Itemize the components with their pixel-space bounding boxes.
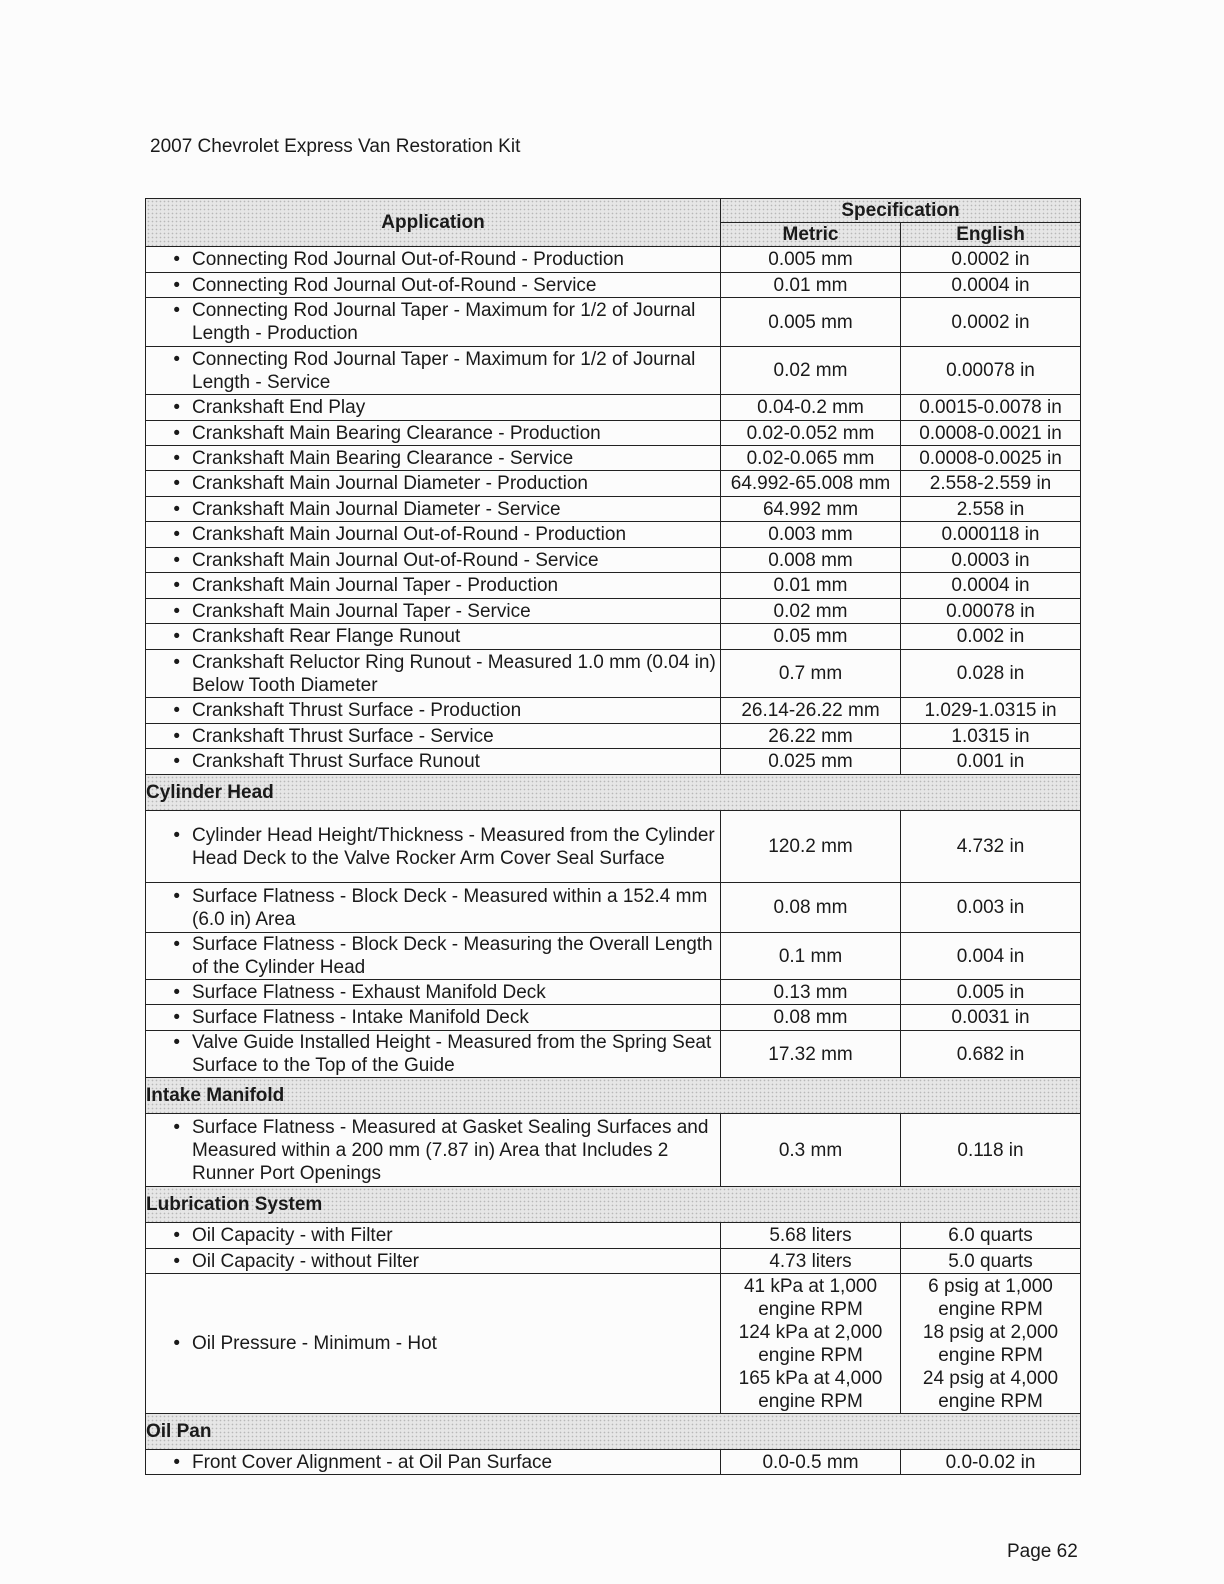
metric-value: 64.992 mm — [721, 497, 901, 522]
application-text: Crankshaft Main Journal Taper - Production — [192, 575, 559, 596]
bullet-icon: • — [173, 981, 180, 1003]
english-value: 0.118 in — [901, 1114, 1081, 1187]
application-text: Crankshaft Main Journal Taper - Service — [192, 600, 531, 622]
bullet-icon: • — [173, 498, 180, 520]
table-row — [146, 811, 1081, 883]
english-value: 0.00078 in — [901, 347, 1081, 395]
metric-value: 0.1 mm — [721, 933, 901, 980]
table-row — [146, 273, 1081, 298]
application-text: Crankshaft Thrust Surface - Service — [192, 725, 494, 747]
application-text: Connecting Rod Journal Taper - Maximum for 1/2 of Journal Length - Production — [192, 300, 696, 344]
bullet-icon: • — [173, 626, 180, 647]
english-value: 0.0008-0.0021 in — [901, 421, 1081, 446]
bullet-icon: • — [173, 348, 180, 370]
bullet-icon: • — [173, 651, 180, 673]
english-value: 0.004 in — [901, 933, 1081, 980]
table-row — [146, 698, 1081, 724]
application-cell — [146, 347, 721, 395]
table-row — [146, 980, 1081, 1005]
bullet-icon: • — [173, 885, 180, 907]
english-value: 0.0031 in — [901, 1005, 1081, 1031]
application-cell — [146, 1031, 721, 1078]
section-row — [146, 1414, 1081, 1450]
page-number: Page 62 — [1007, 1541, 1078, 1562]
application-cell — [146, 883, 721, 933]
metric-value: 0.05 mm — [721, 624, 901, 650]
table-row — [146, 497, 1081, 522]
table-row — [146, 347, 1081, 395]
bullet-icon: • — [173, 751, 180, 772]
english-value: 0.003 in — [901, 883, 1081, 933]
application-text: Crankshaft Rear Flange Runout — [192, 626, 461, 647]
bullet-icon: • — [173, 1333, 180, 1354]
application-cell — [146, 471, 721, 497]
table-row — [146, 548, 1081, 573]
bullet-icon: • — [173, 473, 180, 494]
application-text: Valve Guide Installed Height - Measured from the Spring Seat Surface to the Top of the Guide — [192, 1032, 712, 1076]
table-row — [146, 749, 1081, 775]
application-cell — [146, 1249, 721, 1274]
application-text: Crankshaft Thrust Surface Runout — [192, 751, 480, 772]
application-cell — [146, 1005, 721, 1031]
application-cell — [146, 421, 721, 446]
english-value: 0.002 in — [901, 624, 1081, 650]
english-value: 4.732 in — [901, 811, 1081, 883]
application-cell — [146, 247, 721, 273]
bullet-icon: • — [173, 600, 180, 622]
application-cell — [146, 749, 721, 775]
application-text: Connecting Rod Journal Out-of-Round - Production — [192, 249, 624, 270]
table-row — [146, 724, 1081, 749]
application-text: Surface Flatness - Measured at Gasket Sealing Surfaces and Measured within a 200 mm (7.87 in) Area that Includes 2 Runner Port Openings — [192, 1116, 709, 1184]
header-application: Application — [146, 199, 721, 247]
table-row — [146, 1249, 1081, 1274]
application-cell — [146, 698, 721, 724]
bullet-icon: • — [173, 397, 180, 418]
application-text: Surface Flatness - Intake Manifold Deck — [192, 1007, 529, 1028]
bullet-icon: • — [173, 274, 180, 296]
application-cell — [146, 273, 721, 298]
table-row — [146, 573, 1081, 599]
metric-value: 0.01 mm — [721, 573, 901, 599]
metric-value: 41 kPa at 1,000 engine RPM 124 kPa at 2,000 engine RPM 165 kPa at 4,000 engine RPM — [721, 1274, 901, 1414]
specification-table — [145, 198, 1081, 1475]
english-value: 2.558-2.559 in — [901, 471, 1081, 497]
table-row — [146, 1005, 1081, 1031]
application-cell — [146, 298, 721, 347]
metric-value: 0.08 mm — [721, 883, 901, 933]
section-row — [146, 1187, 1081, 1223]
metric-value: 0.01 mm — [721, 273, 901, 298]
table-row — [146, 883, 1081, 933]
metric-value: 0.13 mm — [721, 980, 901, 1005]
application-text: Surface Flatness - Block Deck - Measured within a 152.4 mm (6.0 in) Area — [192, 885, 708, 930]
english-value: 0.0004 in — [901, 573, 1081, 599]
application-text: Cylinder Head Height/Thickness - Measured from the Cylinder Head Deck to the Valve Rocker Arm Cover Seal Surface — [192, 824, 715, 869]
table-row — [146, 446, 1081, 471]
english-value: 0.00078 in — [901, 599, 1081, 624]
application-text: Oil Capacity - without Filter — [192, 1250, 420, 1272]
section-row — [146, 1078, 1081, 1114]
english-value: 0.682 in — [901, 1031, 1081, 1078]
table-row — [146, 1031, 1081, 1078]
application-cell — [146, 1114, 721, 1187]
table-row — [146, 650, 1081, 698]
metric-value: 0.02-0.065 mm — [721, 446, 901, 471]
metric-value: 0.02-0.052 mm — [721, 421, 901, 446]
bullet-icon: • — [173, 249, 180, 270]
table-row — [146, 421, 1081, 446]
bullet-icon: • — [173, 1116, 180, 1138]
section-row — [146, 775, 1081, 811]
english-value: 0.0003 in — [901, 548, 1081, 573]
application-cell — [146, 1223, 721, 1249]
table-row — [146, 247, 1081, 273]
metric-value: 120.2 mm — [721, 811, 901, 883]
table-body — [146, 247, 1081, 1475]
metric-value: 0.02 mm — [721, 347, 901, 395]
english-value: 0.0004 in — [901, 273, 1081, 298]
metric-value: 0.025 mm — [721, 749, 901, 775]
application-cell — [146, 1450, 721, 1475]
table-row — [146, 395, 1081, 421]
english-value: 5.0 quarts — [901, 1249, 1081, 1274]
bullet-icon: • — [173, 575, 180, 596]
application-text: Oil Pressure - Minimum - Hot — [192, 1333, 437, 1354]
table-row — [146, 1223, 1081, 1249]
section-heading: Intake Manifold — [146, 1078, 1081, 1114]
metric-value: 0.008 mm — [721, 548, 901, 573]
bullet-icon: • — [173, 725, 180, 747]
metric-value: 0.3 mm — [721, 1114, 901, 1187]
metric-value: 0.7 mm — [721, 650, 901, 698]
application-text: Surface Flatness - Block Deck - Measuring the Overall Length of the Cylinder Head — [192, 934, 713, 978]
english-value: 0.0-0.02 in — [901, 1450, 1081, 1475]
application-text: Crankshaft Main Journal Diameter - Production — [192, 473, 589, 494]
application-cell — [146, 497, 721, 522]
bullet-icon: • — [173, 549, 180, 571]
table-header — [146, 199, 1081, 247]
metric-value: 0.0-0.5 mm — [721, 1450, 901, 1475]
application-cell — [146, 573, 721, 599]
metric-value: 26.14-26.22 mm — [721, 698, 901, 724]
application-cell — [146, 446, 721, 471]
section-heading: Oil Pan — [146, 1414, 1081, 1450]
table-row — [146, 599, 1081, 624]
application-cell — [146, 395, 721, 421]
application-cell — [146, 548, 721, 573]
table-row — [146, 1450, 1081, 1475]
section-heading: Cylinder Head — [146, 775, 1081, 811]
application-cell — [146, 724, 721, 749]
english-value: 0.0015-0.0078 in — [901, 395, 1081, 421]
application-text: Crankshaft Reluctor Ring Runout - Measured 1.0 mm (0.04 in) Below Tooth Diameter — [192, 651, 716, 696]
english-value: 0.0008-0.0025 in — [901, 446, 1081, 471]
application-text: Connecting Rod Journal Out-of-Round - Service — [192, 274, 597, 296]
metric-value: 0.04-0.2 mm — [721, 395, 901, 421]
bullet-icon: • — [173, 700, 180, 721]
application-text: Connecting Rod Journal Taper - Maximum for 1/2 of Journal Length - Service — [192, 348, 696, 393]
bullet-icon: • — [173, 1225, 180, 1246]
application-text: Crankshaft Thrust Surface - Production — [192, 700, 522, 721]
bullet-icon: • — [173, 934, 180, 955]
metric-value: 0.02 mm — [721, 599, 901, 624]
english-value: 0.000118 in — [901, 522, 1081, 548]
table-row — [146, 624, 1081, 650]
english-value: 2.558 in — [901, 497, 1081, 522]
application-cell — [146, 522, 721, 548]
application-cell — [146, 599, 721, 624]
metric-value: 0.003 mm — [721, 522, 901, 548]
application-cell — [146, 624, 721, 650]
metric-value: 0.005 mm — [721, 247, 901, 273]
header-metric: Metric — [721, 223, 901, 247]
english-value: 0.001 in — [901, 749, 1081, 775]
table-row — [146, 471, 1081, 497]
english-value: 0.0002 in — [901, 298, 1081, 347]
application-text: Crankshaft Main Journal Out-of-Round - Service — [192, 549, 599, 571]
application-text: Crankshaft End Play — [192, 397, 366, 418]
metric-value: 26.22 mm — [721, 724, 901, 749]
bullet-icon: • — [173, 447, 180, 469]
application-cell — [146, 1274, 721, 1414]
metric-value: 64.992-65.008 mm — [721, 471, 901, 497]
metric-value: 17.32 mm — [721, 1031, 901, 1078]
header-specification: Specification — [721, 199, 1081, 223]
bullet-icon: • — [173, 1250, 180, 1272]
application-cell — [146, 980, 721, 1005]
section-heading: Lubrication System — [146, 1187, 1081, 1223]
bullet-icon: • — [173, 824, 180, 846]
table-row — [146, 933, 1081, 980]
english-value: 6 psig at 1,000 engine RPM 18 psig at 2,000 engine RPM 24 psig at 4,000 engine RPM — [901, 1274, 1081, 1414]
metric-value: 0.005 mm — [721, 298, 901, 347]
application-cell — [146, 811, 721, 883]
metric-value: 0.08 mm — [721, 1005, 901, 1031]
bullet-icon: • — [173, 422, 180, 444]
bullet-icon: • — [173, 300, 180, 321]
table-row — [146, 298, 1081, 347]
application-text: Oil Capacity - with Filter — [192, 1225, 393, 1246]
english-value: 6.0 quarts — [901, 1223, 1081, 1249]
bullet-icon: • — [173, 1007, 180, 1028]
english-value: 1.029-1.0315 in — [901, 698, 1081, 724]
bullet-icon: • — [173, 1032, 180, 1053]
metric-value: 4.73 liters — [721, 1249, 901, 1274]
english-value: 0.028 in — [901, 650, 1081, 698]
english-value: 0.005 in — [901, 980, 1081, 1005]
english-value: 1.0315 in — [901, 724, 1081, 749]
application-text: Front Cover Alignment - at Oil Pan Surface — [192, 1451, 553, 1473]
application-text: Crankshaft Main Bearing Clearance - Service — [192, 447, 574, 469]
application-cell — [146, 933, 721, 980]
application-text: Surface Flatness - Exhaust Manifold Deck — [192, 981, 546, 1003]
document-title: 2007 Chevrolet Express Van Restoration Kit — [150, 136, 521, 157]
table-row — [146, 1274, 1081, 1414]
table-row — [146, 1114, 1081, 1187]
header-english: English — [901, 223, 1081, 247]
table-row — [146, 522, 1081, 548]
application-text: Crankshaft Main Journal Diameter - Service — [192, 498, 561, 520]
english-value: 0.0002 in — [901, 247, 1081, 273]
bullet-icon: • — [173, 524, 180, 545]
application-cell — [146, 650, 721, 698]
application-text: Crankshaft Main Journal Out-of-Round - Production — [192, 524, 627, 545]
application-text: Crankshaft Main Bearing Clearance - Production — [192, 422, 601, 444]
bullet-icon: • — [173, 1451, 180, 1473]
metric-value: 5.68 liters — [721, 1223, 901, 1249]
